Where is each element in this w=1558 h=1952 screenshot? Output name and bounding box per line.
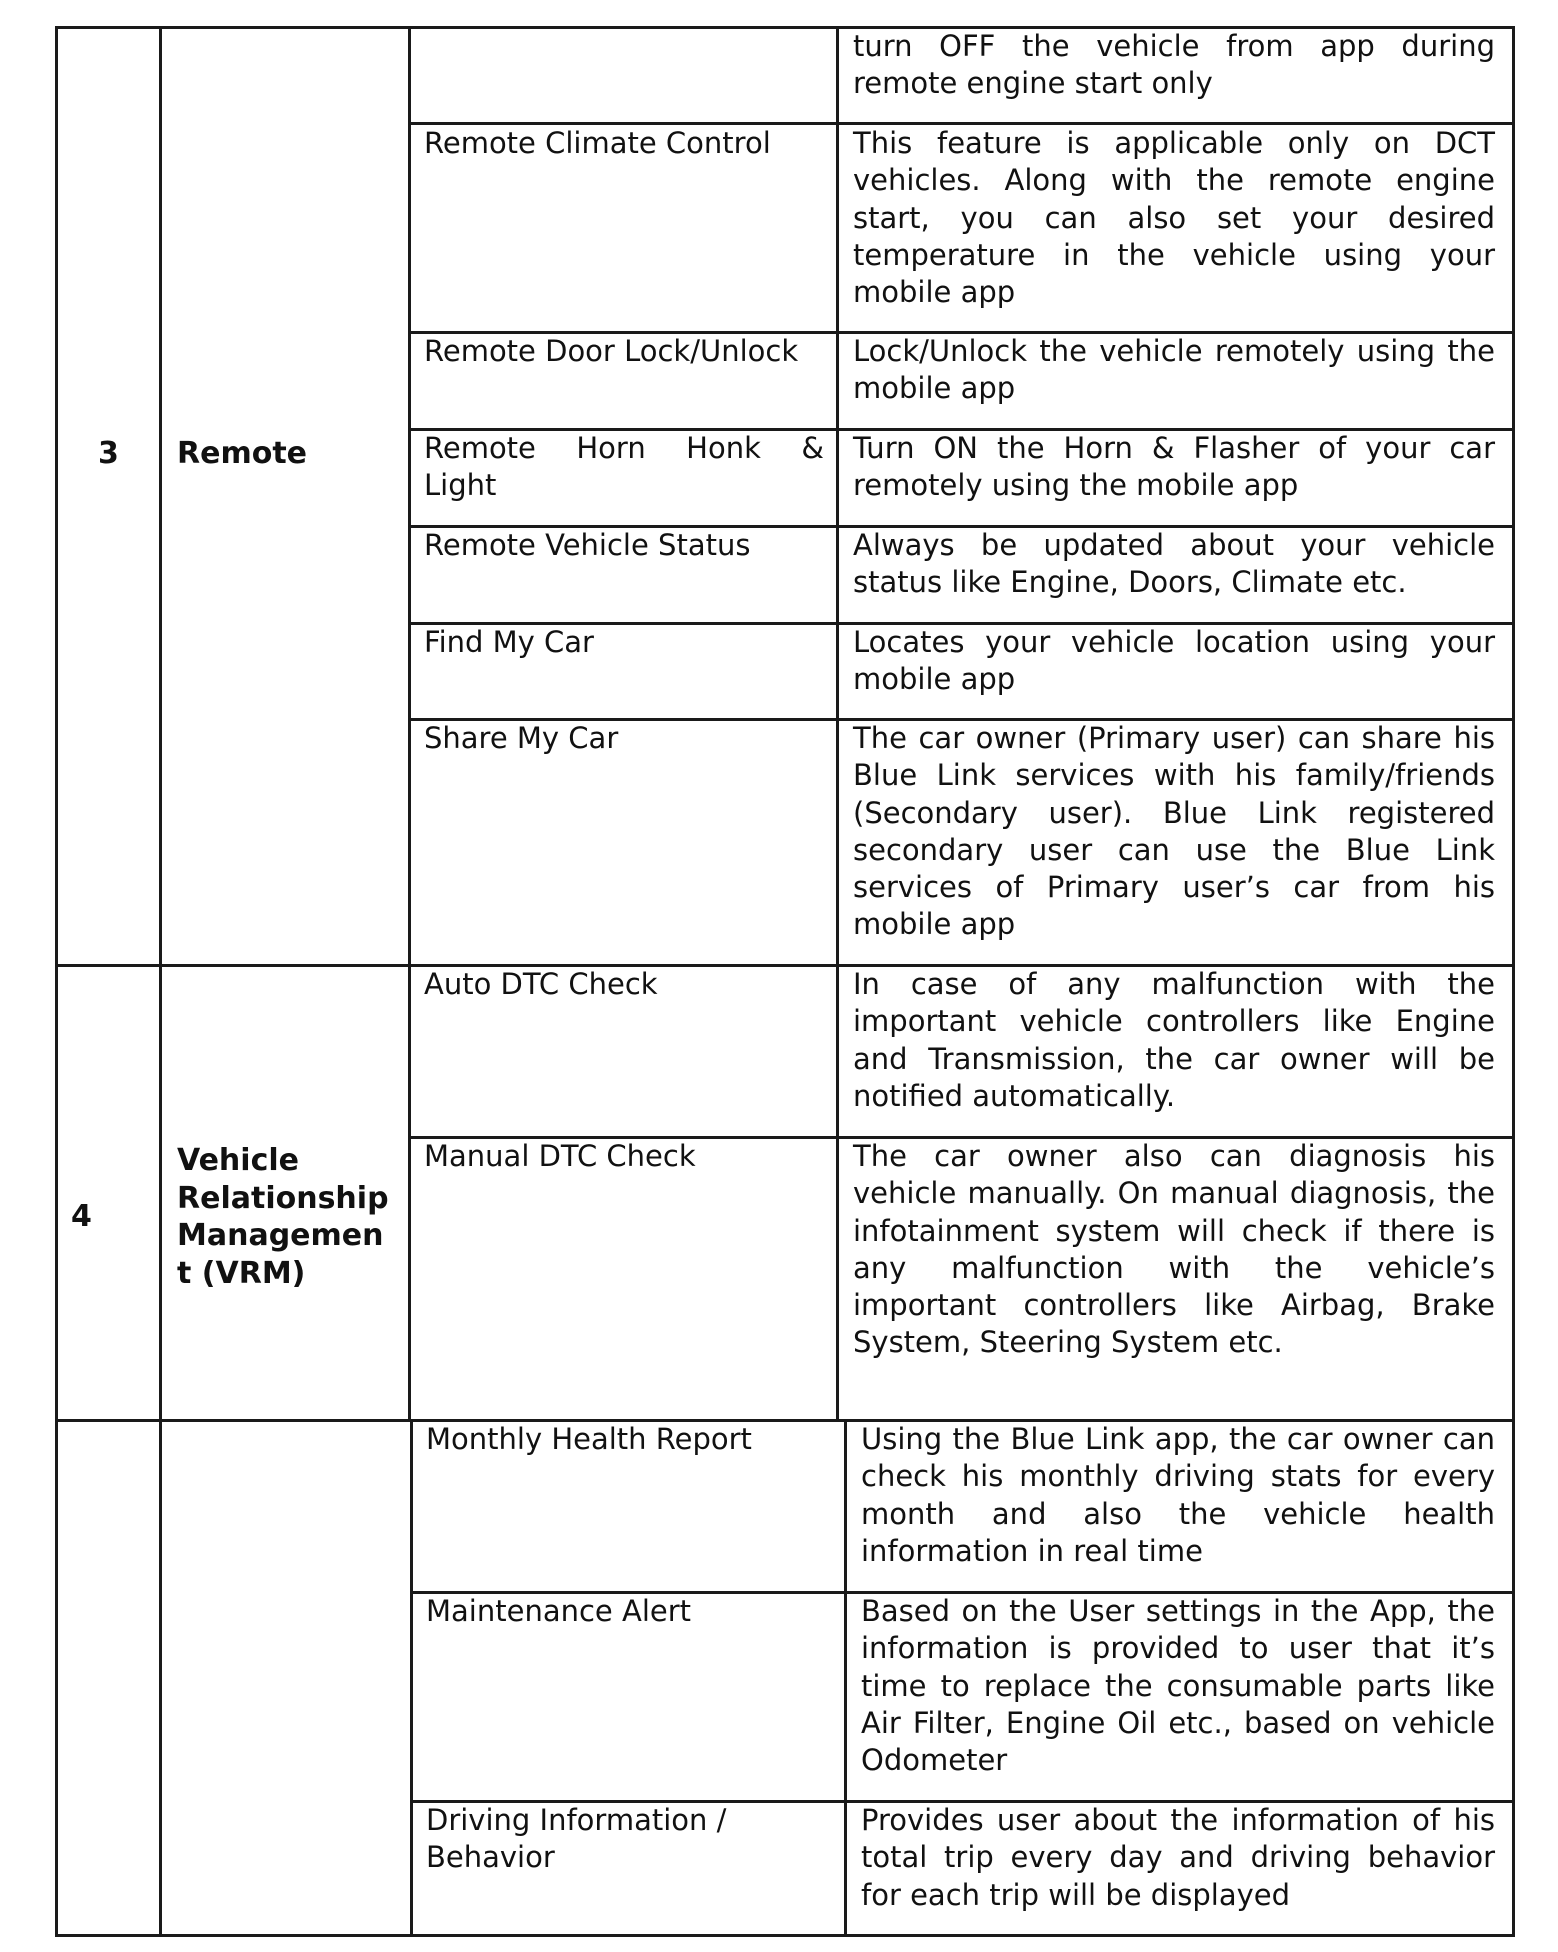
- column-divider: [844, 1419, 847, 1937]
- feature-name: Remote Climate Control: [424, 126, 771, 160]
- feature-description: turn OFF the vehicle from app during remote engine start only: [853, 29, 1495, 101]
- feature-description: The car owner also can diagnosis his vehicle manually. On manual diagnosis, the infotainment system will check if there is any malfunction with the vehicle’s important controllers like Airbag, Brake System, Steering System etc.: [853, 1139, 1495, 1360]
- category-line: Vehicle: [177, 1143, 299, 1178]
- column-divider: [836, 26, 839, 1422]
- feature-name: Auto DTC Check: [424, 967, 658, 1001]
- feature-name: Find My Car: [424, 625, 594, 659]
- feature-name: Driving Information / Behavior: [426, 1803, 727, 1875]
- section-category: [177, 1142, 389, 1292]
- feature-description: Lock/Unlock the vehicle remotely using the mobile app: [853, 334, 1495, 406]
- category-line: Managemen: [177, 1218, 384, 1253]
- table-border-bottom: [55, 1934, 1515, 1937]
- feature-name: Manual DTC Check: [424, 1139, 696, 1173]
- section-number: 3: [98, 436, 119, 471]
- feature-description: Locates your vehicle location using your mobile app: [853, 625, 1495, 697]
- feature-description: Using the Blue Link app, the car owner can check his monthly driving stats for every month and also the vehicle health information in real time: [861, 1422, 1495, 1568]
- column-divider: [408, 26, 411, 1422]
- feature-description: This feature is applicable only on DCT vehicles. Along with the remote engine start, you can also set your desired temperature in the vehicle using your mobile app: [853, 126, 1495, 310]
- feature-name: Maintenance Alert: [426, 1594, 692, 1628]
- feature-name: Share My Car: [424, 721, 619, 755]
- feature-name: Remote Vehicle Status: [424, 528, 751, 562]
- feature-name: Remote Door Lock/Unlock: [424, 334, 799, 368]
- table-border-left: [55, 26, 58, 1937]
- category-line: Relationship: [177, 1180, 389, 1216]
- column-divider: [159, 26, 162, 1937]
- table-border-right: [1512, 26, 1515, 1937]
- feature-description: Always be updated about your vehicle status like Engine, Doors, Climate etc.: [853, 528, 1495, 600]
- feature-description: Turn ON the Horn & Flasher of your car remotely using the mobile app: [853, 431, 1495, 503]
- column-divider: [410, 1419, 413, 1937]
- feature-name: Monthly Health Report: [426, 1422, 752, 1456]
- feature-description: Provides user about the information of his total trip every day and driving behavior for each trip will be displayed: [861, 1803, 1495, 1912]
- feature-name: Remote Horn Honk & Light: [424, 431, 824, 503]
- section-category: Remote: [177, 436, 308, 471]
- feature-description: Based on the User settings in the App, the information is provided to user that it’s time to replace the consumable parts like Air Filter, Engine Oil etc., based on vehicle Odometer: [861, 1594, 1495, 1778]
- feature-description: The car owner (Primary user) can share his Blue Link services with his family/friends (Secondary user). Blue Link registered secondary user can use the Blue Link services of Primary user’s car from his mobile app: [853, 721, 1495, 942]
- category-line: t (VRM): [177, 1255, 306, 1291]
- feature-description: In case of any malfunction with the important vehicle controllers like Engine and Transmission, the car owner will be notified automatically.: [853, 967, 1495, 1113]
- section-number: 4: [71, 1199, 92, 1234]
